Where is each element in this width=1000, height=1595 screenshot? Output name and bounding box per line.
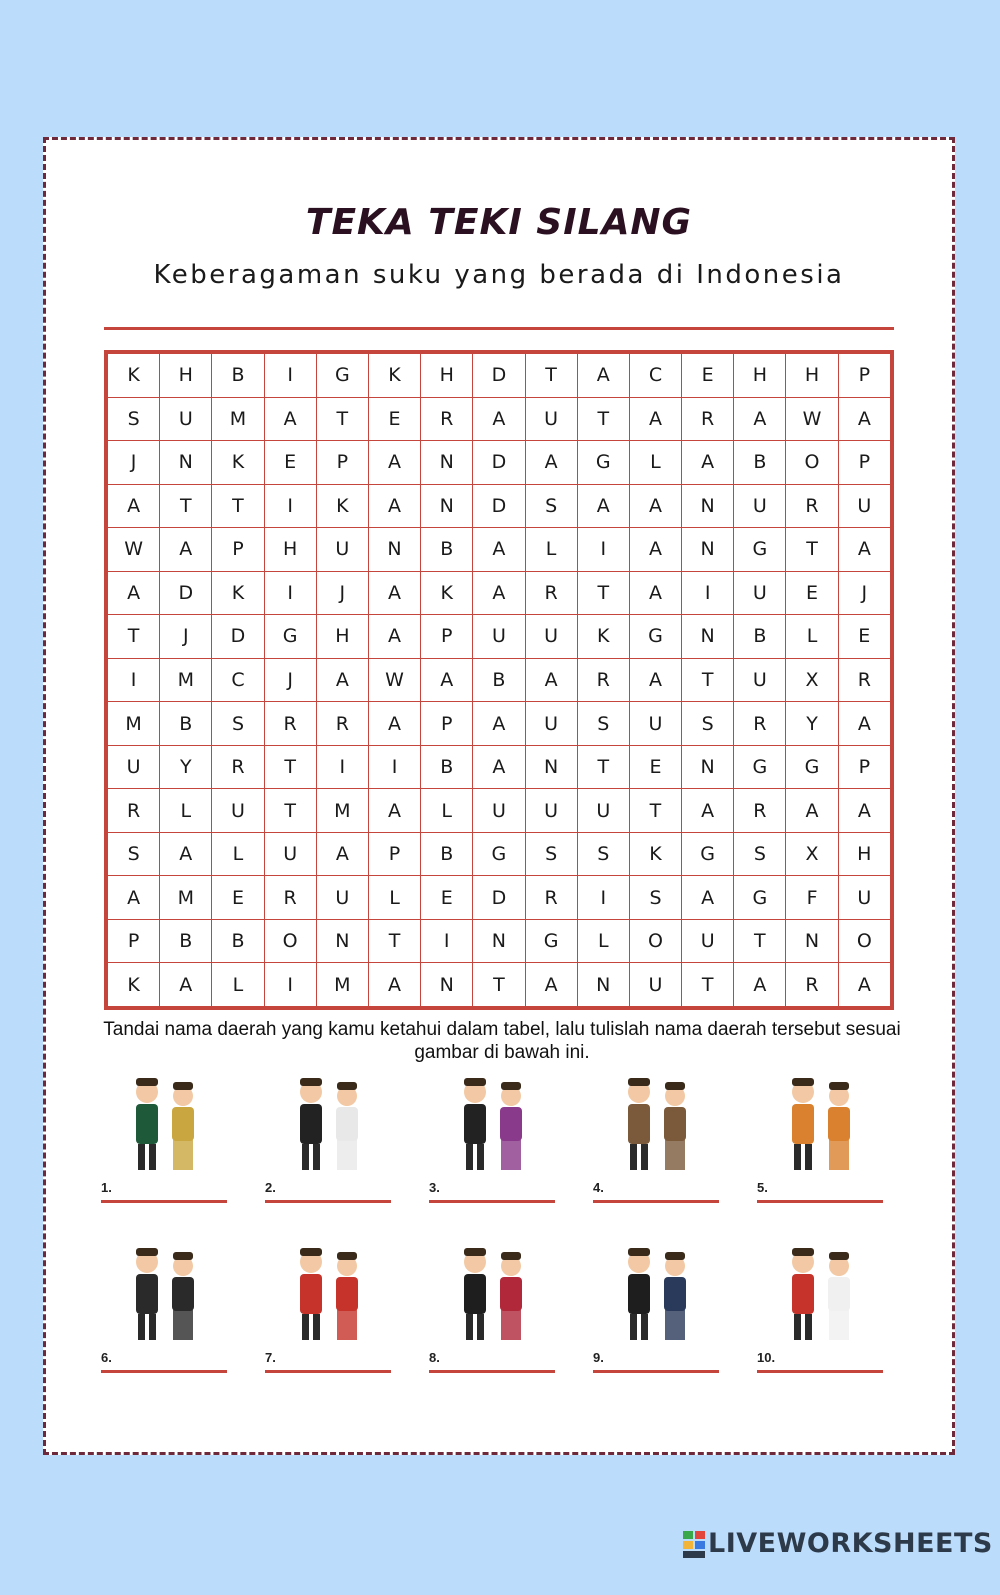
grid-cell[interactable]: I [316,745,368,789]
grid-cell[interactable]: A [368,702,420,746]
grid-cell[interactable]: N [368,528,420,572]
figure-number: 5. [757,1180,768,1195]
figure-item [265,1070,395,1210]
grid-cell[interactable]: M [316,789,368,833]
grid-cell[interactable]: B [421,745,473,789]
grid-cell[interactable]: N [525,745,577,789]
grid-cell[interactable]: O [264,919,316,963]
grid-cell[interactable]: H [786,354,838,398]
grid-cell[interactable]: G [786,745,838,789]
liveworksheets-logo: LIVEWORKSHEETS [708,1528,993,1559]
grid-cell[interactable]: K [368,354,420,398]
grid-cell[interactable]: S [108,832,160,876]
answer-line[interactable] [429,1370,555,1373]
grid-cell[interactable]: P [316,441,368,485]
grid-cell[interactable]: A [682,789,734,833]
grid-cell[interactable]: R [421,397,473,441]
grid-cell[interactable]: P [212,528,264,572]
grid-cell[interactable]: P [368,832,420,876]
figure-number: 8. [429,1350,440,1365]
grid-cell[interactable]: G [682,832,734,876]
grid-cell[interactable]: A [473,397,525,441]
grid-cell[interactable]: O [838,919,890,963]
figure-item [265,1240,395,1380]
grid-cell[interactable]: U [264,832,316,876]
grid-cell[interactable]: D [473,354,525,398]
grid-cell[interactable]: G [734,876,786,920]
grid-cell[interactable]: A [525,658,577,702]
answer-line[interactable] [593,1370,719,1373]
grid-cell[interactable]: W [786,397,838,441]
grid-row [108,615,891,659]
grid-cell[interactable]: R [682,397,734,441]
grid-row [108,876,891,920]
grid-cell[interactable]: I [264,354,316,398]
grid-cell[interactable]: R [212,745,264,789]
grid-cell[interactable]: A [525,441,577,485]
answer-line[interactable] [429,1200,555,1203]
grid-cell[interactable]: A [629,484,681,528]
grid-cell[interactable]: Y [786,702,838,746]
grid-cell[interactable]: T [577,571,629,615]
grid-cell[interactable]: L [160,789,212,833]
grid-cell[interactable]: A [734,397,786,441]
grid-cell[interactable]: L [212,832,264,876]
grid-cell[interactable]: P [421,702,473,746]
grid-cell[interactable]: Y [160,745,212,789]
grid-cell[interactable]: N [421,441,473,485]
grid-row [108,484,891,528]
grid-cell[interactable]: E [421,876,473,920]
grid-cell[interactable]: G [734,745,786,789]
instruction-text: Tandai nama daerah yang kamu ketahui dalam tabel, lalu tulislah nama daerah tersebut sesuai gambar di bawah ini. [103,1019,901,1063]
grid-cell[interactable]: A [682,441,734,485]
grid-cell[interactable]: I [264,484,316,528]
grid-cell[interactable]: U [525,789,577,833]
grid-cell[interactable]: A [629,528,681,572]
grid-cell[interactable]: R [734,789,786,833]
grid-cell[interactable]: B [734,441,786,485]
grid-cell[interactable]: A [473,702,525,746]
grid-cell[interactable]: X [786,658,838,702]
grid-cell[interactable]: N [316,919,368,963]
figure-item [429,1070,559,1210]
grid-cell[interactable]: A [368,963,420,1007]
grid-cell[interactable]: H [734,354,786,398]
grid-cell[interactable]: N [577,963,629,1007]
grid-cell[interactable]: I [264,571,316,615]
grid-cell[interactable]: P [838,441,890,485]
grid-cell[interactable]: A [473,571,525,615]
grid-cell[interactable]: J [264,658,316,702]
grid-cell[interactable]: A [108,876,160,920]
grid-cell[interactable]: R [108,789,160,833]
grid-cell[interactable]: E [682,354,734,398]
grid-cell[interactable]: A [525,963,577,1007]
grid-cell[interactable]: A [160,528,212,572]
grid-cell[interactable]: A [473,745,525,789]
grid-row [108,963,891,1007]
grid-cell[interactable]: B [421,528,473,572]
grid-cell[interactable]: D [473,484,525,528]
grid-cell[interactable]: K [316,484,368,528]
grid-cell[interactable]: W [368,658,420,702]
grid-cell[interactable]: U [108,745,160,789]
grid-cell[interactable]: A [316,658,368,702]
grid-cell[interactable]: O [786,441,838,485]
grid-cell[interactable]: B [160,919,212,963]
grid-cell[interactable]: N [473,919,525,963]
figure-item [757,1070,887,1210]
grid-cell[interactable]: K [421,571,473,615]
grid-row [108,354,891,398]
grid-cell[interactable]: I [577,528,629,572]
grid-cell[interactable]: R [786,963,838,1007]
grid-cell[interactable]: G [473,832,525,876]
grid-cell[interactable]: A [838,397,890,441]
grid-cell[interactable]: U [682,919,734,963]
grid-cell[interactable]: U [838,484,890,528]
grid-cell[interactable]: U [473,615,525,659]
grid-cell[interactable]: U [316,876,368,920]
grid-cell[interactable]: M [160,876,212,920]
grid-cell[interactable]: N [160,441,212,485]
grid-cell[interactable]: U [629,702,681,746]
grid-cell[interactable]: U [473,789,525,833]
figure-item [101,1070,231,1210]
grid-cell[interactable]: O [629,919,681,963]
answer-line[interactable] [101,1370,227,1373]
grid-cell[interactable]: D [212,615,264,659]
grid-cell[interactable]: G [316,354,368,398]
grid-cell[interactable]: R [264,702,316,746]
grid-cell[interactable]: T [212,484,264,528]
grid-cell[interactable]: R [786,484,838,528]
grid-cell[interactable]: K [577,615,629,659]
grid-cell[interactable]: U [525,702,577,746]
grid-cell[interactable]: T [577,397,629,441]
grid-cell[interactable]: G [629,615,681,659]
grid-cell[interactable]: A [316,832,368,876]
divider [104,327,894,330]
grid-cell[interactable]: U [316,528,368,572]
grid-cell[interactable]: S [525,832,577,876]
grid-cell[interactable]: X [786,832,838,876]
grid-cell[interactable]: A [838,789,890,833]
grid-cell[interactable]: F [786,876,838,920]
grid-cell[interactable]: U [577,789,629,833]
grid-cell[interactable]: I [682,571,734,615]
grid-cell[interactable]: A [264,397,316,441]
grid-row [108,832,891,876]
grid-cell[interactable]: S [577,702,629,746]
grid-cell[interactable]: T [629,789,681,833]
grid-row [108,571,891,615]
grid-cell[interactable]: I [108,658,160,702]
grid-cell[interactable]: H [838,832,890,876]
figure-number: 1. [101,1180,112,1195]
grid-cell[interactable]: A [838,528,890,572]
grid-cell[interactable]: S [108,397,160,441]
liveworksheets-logo-icon [683,1531,705,1558]
grid-cell[interactable]: L [525,528,577,572]
grid-cell[interactable]: K [212,571,264,615]
grid-cell[interactable]: S [734,832,786,876]
grid-row [108,745,891,789]
grid-cell[interactable]: P [108,919,160,963]
grid-cell[interactable]: A [734,963,786,1007]
grid-cell[interactable]: B [473,658,525,702]
grid-cell[interactable]: S [212,702,264,746]
grid-cell[interactable]: T [786,528,838,572]
grid-cell[interactable]: A [421,658,473,702]
grid-cell[interactable]: L [368,876,420,920]
grid-cell[interactable]: T [577,745,629,789]
grid-cell[interactable]: W [108,528,160,572]
grid-cell[interactable]: E [786,571,838,615]
grid-cell[interactable]: G [577,441,629,485]
grid-cell[interactable]: I [577,876,629,920]
grid-cell[interactable]: H [160,354,212,398]
grid-cell[interactable]: A [838,963,890,1007]
figure-number: 7. [265,1350,276,1365]
grid-cell[interactable]: N [421,963,473,1007]
grid-row [108,528,891,572]
grid-cell[interactable]: K [108,963,160,1007]
grid-cell[interactable]: R [838,658,890,702]
grid-cell[interactable]: R [577,658,629,702]
grid-cell[interactable]: H [316,615,368,659]
grid-cell[interactable]: U [734,658,786,702]
grid-cell[interactable]: T [734,919,786,963]
figure-number: 2. [265,1180,276,1195]
grid-cell[interactable]: M [316,963,368,1007]
grid-cell[interactable]: A [368,615,420,659]
grid-cell[interactable]: R [525,571,577,615]
grid-cell[interactable]: S [525,484,577,528]
grid-cell[interactable]: R [525,876,577,920]
grid-row [108,658,891,702]
figure-item [429,1240,559,1380]
grid-cell[interactable]: P [838,745,890,789]
figure-number: 10. [757,1350,776,1365]
grid-cell[interactable]: G [525,919,577,963]
grid-cell[interactable]: M [108,702,160,746]
grid-cell[interactable]: K [212,441,264,485]
page-title: TEKA TEKI SILANG [305,202,693,243]
grid-cell[interactable]: U [525,615,577,659]
grid-cell[interactable]: R [734,702,786,746]
grid-cell[interactable]: N [682,528,734,572]
grid-cell[interactable]: A [838,702,890,746]
grid-cell[interactable]: A [629,571,681,615]
grid-cell[interactable]: L [629,441,681,485]
grid-cell[interactable]: U [734,484,786,528]
grid-cell[interactable]: A [786,789,838,833]
grid-cell[interactable]: A [629,397,681,441]
grid-row [108,919,891,963]
grid-cell[interactable]: U [160,397,212,441]
figure-item [757,1240,887,1380]
grid-row [108,441,891,485]
grid-cell[interactable]: E [838,615,890,659]
grid-cell[interactable]: U [629,963,681,1007]
grid-cell[interactable]: L [212,963,264,1007]
grid-cell[interactable]: J [160,615,212,659]
grid-cell[interactable]: I [368,745,420,789]
grid-cell[interactable]: D [473,441,525,485]
grid-cell[interactable]: S [629,876,681,920]
grid-cell[interactable]: E [629,745,681,789]
grid-cell[interactable]: A [629,658,681,702]
grid-cell[interactable]: J [108,441,160,485]
grid-row [108,702,891,746]
grid-cell[interactable]: D [473,876,525,920]
figure-number: 6. [101,1350,112,1365]
answer-line[interactable] [593,1200,719,1203]
answer-line[interactable] [101,1200,227,1203]
grid-cell[interactable]: B [212,354,264,398]
figure-item [593,1240,723,1380]
grid-cell[interactable]: R [264,876,316,920]
figure-item [593,1070,723,1210]
grid-cell[interactable]: A [160,963,212,1007]
grid-cell[interactable]: N [786,919,838,963]
grid-cell[interactable]: T [160,484,212,528]
grid-cell[interactable]: G [734,528,786,572]
grid-cell[interactable]: S [682,702,734,746]
grid-cell[interactable]: U [734,571,786,615]
grid-cell[interactable]: T [108,615,160,659]
figure-item [101,1240,231,1380]
grid-cell[interactable]: A [368,571,420,615]
answer-line[interactable] [757,1200,883,1203]
grid-cell[interactable]: U [212,789,264,833]
grid-cell[interactable]: A [108,571,160,615]
grid-cell[interactable]: A [577,484,629,528]
grid-cell[interactable]: L [577,919,629,963]
grid-cell[interactable]: T [682,963,734,1007]
grid-cell[interactable]: U [525,397,577,441]
grid-cell[interactable]: J [838,571,890,615]
grid-cell[interactable]: B [421,832,473,876]
figure-number: 3. [429,1180,440,1195]
grid-cell[interactable]: E [368,397,420,441]
word-search-grid [104,350,894,1010]
grid-cell[interactable]: T [525,354,577,398]
grid-cell[interactable]: T [473,963,525,1007]
grid-cell[interactable]: N [682,615,734,659]
grid-cell[interactable]: A [682,876,734,920]
grid-cell[interactable]: E [212,876,264,920]
grid-cell[interactable]: A [577,354,629,398]
grid-cell[interactable]: T [264,745,316,789]
page-subtitle: Keberagaman suku yang berada di Indonesia [153,260,845,290]
answer-line[interactable] [265,1370,391,1373]
grid-cell[interactable]: C [629,354,681,398]
grid-cell[interactable]: B [160,702,212,746]
grid-row [108,397,891,441]
answer-line[interactable] [265,1200,391,1203]
grid-cell[interactable]: A [368,441,420,485]
grid-cell[interactable]: D [160,571,212,615]
grid-cell[interactable]: T [264,789,316,833]
grid-cell[interactable]: K [108,354,160,398]
grid-cell[interactable]: M [212,397,264,441]
grid-cell[interactable]: G [264,615,316,659]
worksheet [43,137,955,1455]
grid-cell[interactable]: P [421,615,473,659]
grid-cell[interactable]: A [160,832,212,876]
answer-line[interactable] [757,1370,883,1373]
grid-cell[interactable]: M [160,658,212,702]
grid-cell[interactable]: U [838,876,890,920]
grid-cell[interactable]: L [786,615,838,659]
grid-cell[interactable]: A [108,484,160,528]
grid-cell[interactable]: B [212,919,264,963]
grid-cell[interactable]: N [682,484,734,528]
grid-cell[interactable]: R [316,702,368,746]
grid-cell[interactable]: T [682,658,734,702]
grid-cell[interactable]: K [629,832,681,876]
grid-row [108,789,891,833]
grid-cell[interactable]: C [212,658,264,702]
grid-cell[interactable]: B [734,615,786,659]
grid-cell[interactable]: T [316,397,368,441]
grid-cell[interactable]: T [368,919,420,963]
grid-cell[interactable]: A [368,789,420,833]
grid-cell[interactable]: A [368,484,420,528]
grid-cell[interactable]: E [264,441,316,485]
grid-cell[interactable]: A [473,528,525,572]
grid-cell[interactable]: P [838,354,890,398]
grid-cell[interactable]: N [682,745,734,789]
grid-cell[interactable]: I [421,919,473,963]
figure-number: 4. [593,1180,604,1195]
grid-cell[interactable]: L [421,789,473,833]
grid-cell[interactable]: N [421,484,473,528]
grid-cell[interactable]: J [316,571,368,615]
figure-number: 9. [593,1350,604,1365]
grid-cell[interactable]: H [421,354,473,398]
grid-cell[interactable]: I [264,963,316,1007]
grid-cell[interactable]: S [577,832,629,876]
grid-cell[interactable]: H [264,528,316,572]
